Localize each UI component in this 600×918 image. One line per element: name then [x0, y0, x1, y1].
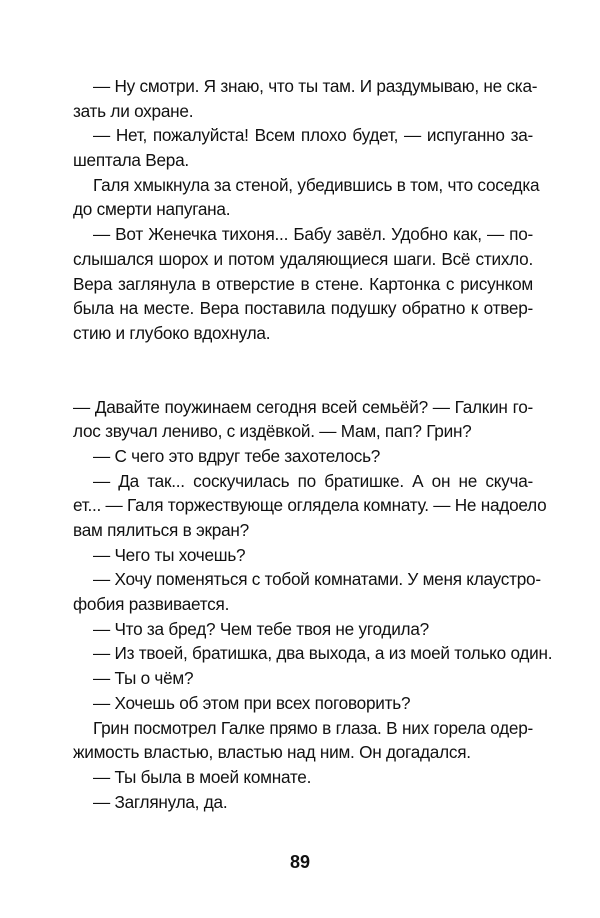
text-line: — Из твоей, братишка, два выхода, а из моей только один.: [93, 643, 553, 664]
text-line: лос звучал лениво, с издёвкой. — Мам, пап? Грин?: [73, 421, 472, 442]
page-body: [73, 74, 553, 814]
text-section-1: [73, 74, 540, 346]
section-gap: [73, 346, 533, 395]
text-line: — Что за бред? Чем тебе твоя не угодила?: [93, 618, 429, 639]
text-line: Вера заглянула в отверстие в стене. Картонка с рисунком: [73, 273, 533, 294]
text-line: — Чего ты хочешь?: [93, 544, 246, 565]
text-line: была на месте. Вера поставила подушку обратно к отвер-: [73, 298, 533, 319]
page-number: 89: [289, 852, 311, 872]
text-line: — Ты была в моей комнате.: [93, 766, 312, 787]
text-line: вам пялиться в экран?: [73, 520, 249, 540]
text-line: Грин посмотрел Галке прямо в глаза. В них горела одер-: [93, 717, 533, 738]
text-line: — Вот Женечка тихоня... Бабу завёл. Удобно как, — по-: [93, 224, 533, 245]
text-line: стию и глубоко вдохнула.: [73, 322, 271, 343]
text-line: жимость властью, властью над ним. Он догадался.: [73, 742, 471, 763]
text-line: фобия развивается.: [73, 594, 230, 615]
text-line: — Ты о чём?: [93, 668, 194, 689]
text-line: шептала Вера.: [73, 150, 189, 171]
text-line: — С чего это вдруг тебе захотелось?: [93, 445, 381, 466]
text-line: — Хочешь об этом при всех поговорить?: [93, 692, 411, 713]
text-line: зать ли охране.: [73, 100, 194, 121]
text-line: — Нет, пожалуйста! Всем плохо будет, — испуганно за-: [93, 125, 533, 146]
text-line: — Ну смотри. Я знаю, что ты там. И раздумываю, не ска-: [93, 76, 538, 96]
text-line: слышался шорох и потом удаляющиеся шаги. Всё стихло.: [73, 248, 533, 269]
text-line: — Хочу поменяться с тобой комнатами. У меня клаустро-: [93, 569, 541, 590]
text-line: — Давайте поужинаем сегодня всей семьёй? — Галкин го-: [73, 396, 533, 417]
text-line: — Да так... соскучилась по братишке. А он не скуча-: [93, 470, 533, 491]
text-section-2: [73, 395, 553, 815]
text-line: — Заглянула, да.: [93, 791, 228, 812]
text-line: Галя хмыкнула за стеной, убедившись в том, что соседка: [93, 174, 540, 195]
text-line: ет... — Галя торжествующе оглядела комнату. — Не надоело: [73, 495, 547, 516]
text-line: до смерти напугана.: [73, 199, 231, 220]
